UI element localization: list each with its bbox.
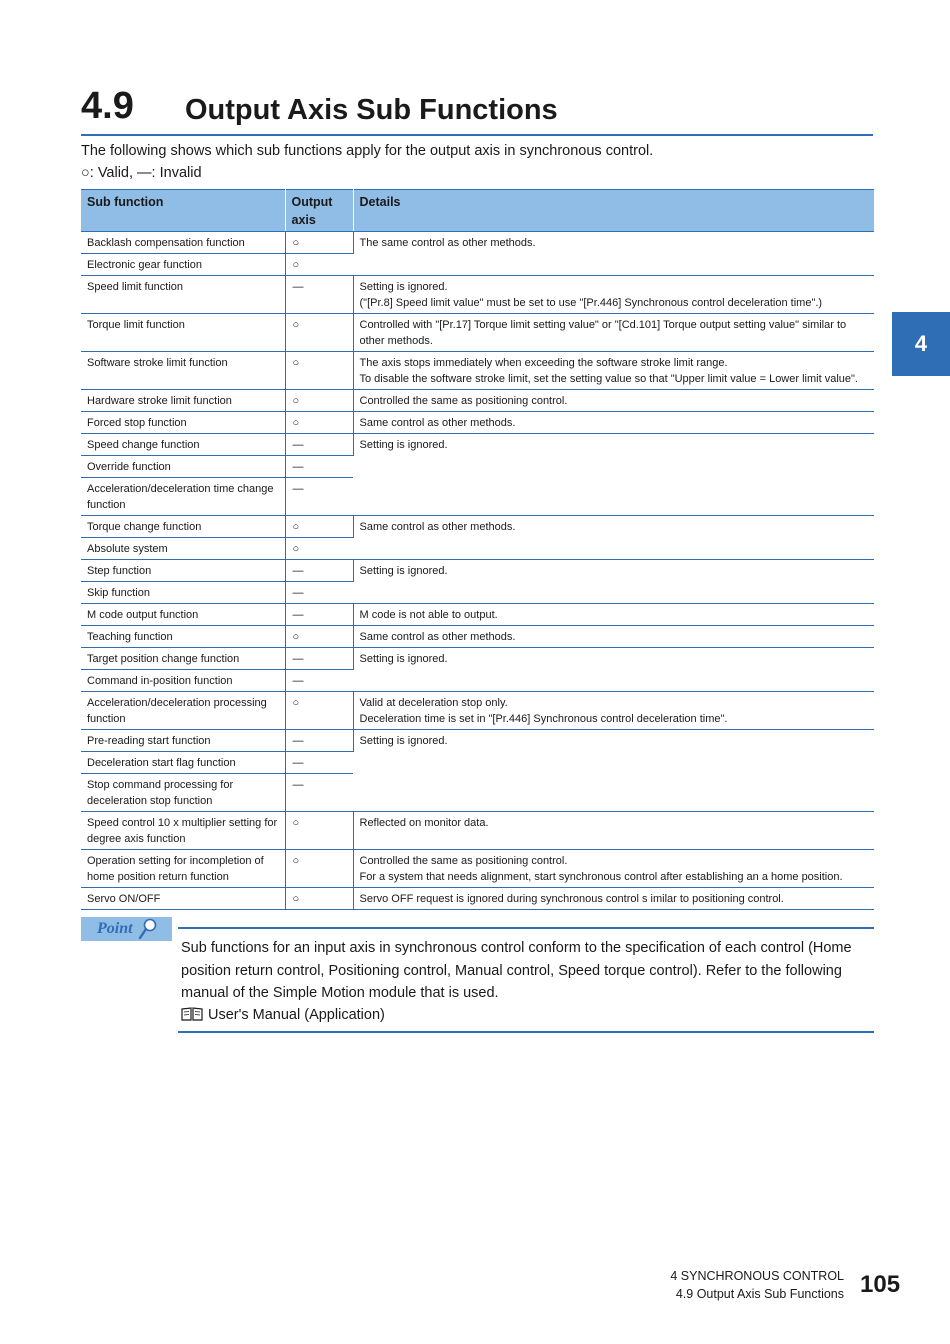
details-line: The same control as other methods. [359, 237, 536, 249]
table-row [81, 516, 874, 538]
details-line: Valid at deceleration stop only. [359, 697, 508, 709]
table-header-row [81, 190, 874, 232]
details-cell [353, 434, 874, 516]
manual-reference-label[interactable]: User's Manual (Application) [208, 1007, 385, 1023]
details-cell [353, 390, 874, 412]
details-line: Setting is ignored. [359, 281, 448, 293]
point-text: Sub functions for an input axis in synchronous control conform to the specification of each control (Home position return control, Positioning control, Manual control, Speed torque control). Refer to the following manual of the Simple Motion module that is used. [181, 940, 852, 1001]
details-cell [353, 232, 874, 276]
details-cell [353, 850, 874, 888]
details-cell [353, 560, 874, 604]
output-axis-mark: ○ [285, 314, 353, 352]
details-line: Controlled the same as positioning control. [359, 395, 568, 407]
details-line: Setting is ignored. [359, 439, 448, 451]
details-line: The axis stops immediately when exceeding the software stroke limit range. [359, 357, 728, 369]
sub-function-name: Speed change function [81, 434, 285, 456]
sub-function-name: Command in-position function [81, 670, 285, 692]
sub-function-name: Torque limit function [81, 314, 285, 352]
output-axis-mark: — [285, 276, 353, 314]
details-line: Same control as other methods. [359, 631, 516, 643]
table-row [81, 232, 874, 254]
details-cell [353, 352, 874, 390]
sub-function-name: Electronic gear function [81, 254, 285, 276]
sub-function-name: Forced stop function [81, 412, 285, 434]
section-number: 4.9 [81, 85, 134, 127]
output-axis-mark: — [285, 752, 353, 774]
table-row [81, 648, 874, 670]
sub-function-name: Acceleration/deceleration time change function [81, 478, 285, 516]
details-line: Servo OFF request is ignored during synchronous control s imilar to positioning control. [359, 893, 784, 905]
table-row [81, 812, 874, 850]
sub-function-name: M code output function [81, 604, 285, 626]
details-cell [353, 626, 874, 648]
output-axis-mark: — [285, 648, 353, 670]
page-footer [670, 1267, 844, 1303]
output-axis-mark: — [285, 456, 353, 478]
output-axis-mark: ○ [285, 626, 353, 648]
details-cell [353, 516, 874, 560]
sub-function-name: Software stroke limit function [81, 352, 285, 390]
output-axis-mark: ○ [285, 352, 353, 390]
details-line: ("[Pr.8] Speed limit value" must be set to use "[Pr.446] Synchronous control deceleration time".) [359, 297, 823, 309]
table-row [81, 352, 874, 390]
section-heading [81, 84, 873, 136]
details-line: For a system that needs alignment, start synchronous control after establishing an a home position. [359, 871, 843, 883]
sub-function-name: Servo ON/OFF [81, 888, 285, 910]
output-axis-mark: ○ [285, 390, 353, 412]
output-axis-mark: ○ [285, 254, 353, 276]
sub-function-name: Acceleration/deceleration processing function [81, 692, 285, 730]
header-details: Details [353, 190, 874, 232]
header-output-axis: Output axis [285, 190, 353, 232]
section-title: Output Axis Sub Functions [185, 94, 558, 126]
sub-function-name: Deceleration start flag function [81, 752, 285, 774]
details-line: Controlled with "[Pr.17] Torque limit setting value" or "[Cd.101] Torque output setting value" similar to other methods. [359, 319, 847, 347]
sub-function-table [81, 189, 874, 910]
output-axis-mark: — [285, 560, 353, 582]
output-axis-mark: — [285, 604, 353, 626]
sub-function-name: Operation setting for incompletion of home position return function [81, 850, 285, 888]
table-row [81, 850, 874, 888]
details-cell [353, 412, 874, 434]
details-line: Same control as other methods. [359, 521, 516, 533]
table-body [81, 232, 874, 910]
details-line: Setting is ignored. [359, 565, 448, 577]
table-row [81, 730, 874, 752]
magnifier-icon [138, 918, 158, 940]
sub-function-name: Pre-reading start function [81, 730, 285, 752]
output-axis-mark: — [285, 434, 353, 456]
table-row [81, 314, 874, 352]
output-axis-mark: ○ [285, 538, 353, 560]
details-cell [353, 314, 874, 352]
output-axis-mark: ○ [285, 888, 353, 910]
sub-function-name: Step function [81, 560, 285, 582]
output-axis-mark: — [285, 774, 353, 812]
point-badge [81, 917, 172, 941]
table-row [81, 692, 874, 730]
legend-text: ○: Valid, —: Invalid [81, 165, 202, 181]
table-row [81, 888, 874, 910]
details-cell [353, 888, 874, 910]
sub-function-name: Speed limit function [81, 276, 285, 314]
header-sub-function: Sub function [81, 190, 285, 232]
sub-function-name: Torque change function [81, 516, 285, 538]
table-row [81, 276, 874, 314]
details-line: Controlled the same as positioning control. [359, 855, 568, 867]
point-box [178, 927, 874, 1033]
details-cell [353, 648, 874, 692]
page-number: 105 [860, 1271, 901, 1298]
output-axis-mark: ○ [285, 232, 353, 254]
output-axis-mark: ○ [285, 412, 353, 434]
table-row [81, 626, 874, 648]
details-cell [353, 692, 874, 730]
table-row [81, 412, 874, 434]
details-line: Setting is ignored. [359, 735, 448, 747]
sub-function-name: Hardware stroke limit function [81, 390, 285, 412]
sub-function-name: Backlash compensation function [81, 232, 285, 254]
output-axis-mark: ○ [285, 850, 353, 888]
output-axis-mark: — [285, 670, 353, 692]
details-line: Reflected on monitor data. [359, 817, 489, 829]
details-cell [353, 276, 874, 314]
details-line: To disable the software stroke limit, set the setting value so that "Upper limit value = Lower limit value". [359, 373, 858, 385]
details-line: M code is not able to output. [359, 609, 498, 621]
sub-function-name: Stop command processing for deceleration stop function [81, 774, 285, 812]
details-cell [353, 812, 874, 850]
sub-function-name: Teaching function [81, 626, 285, 648]
footer-chapter: 4 SYNCHRONOUS CONTROL [670, 1269, 844, 1283]
book-icon [181, 1007, 203, 1021]
table-row [81, 560, 874, 582]
sub-function-name: Override function [81, 456, 285, 478]
table-row [81, 604, 874, 626]
output-axis-mark: ○ [285, 516, 353, 538]
sub-function-name: Target position change function [81, 648, 285, 670]
details-cell [353, 604, 874, 626]
details-line: Same control as other methods. [359, 417, 516, 429]
table-row [81, 390, 874, 412]
sub-function-name: Absolute system [81, 538, 285, 560]
footer-section: 4.9 Output Axis Sub Functions [675, 1287, 844, 1301]
output-axis-mark: — [285, 582, 353, 604]
manual-reference[interactable] [181, 1004, 385, 1026]
intro-text: The following shows which sub functions apply for the output axis in synchronous control. [81, 143, 654, 159]
details-cell [353, 730, 874, 812]
output-axis-mark: — [285, 730, 353, 752]
output-axis-mark: — [285, 478, 353, 516]
details-line: Deceleration time is set in "[Pr.446] Synchronous control deceleration time". [359, 713, 728, 725]
chapter-tab[interactable]: 4 [892, 312, 950, 376]
table-row [81, 434, 874, 456]
details-line: Setting is ignored. [359, 653, 448, 665]
sub-function-name: Skip function [81, 582, 285, 604]
output-axis-mark: ○ [285, 812, 353, 850]
point-label: Point [97, 920, 133, 937]
sub-function-name: Speed control 10 x multiplier setting for degree axis function [81, 812, 285, 850]
output-axis-mark: ○ [285, 692, 353, 730]
